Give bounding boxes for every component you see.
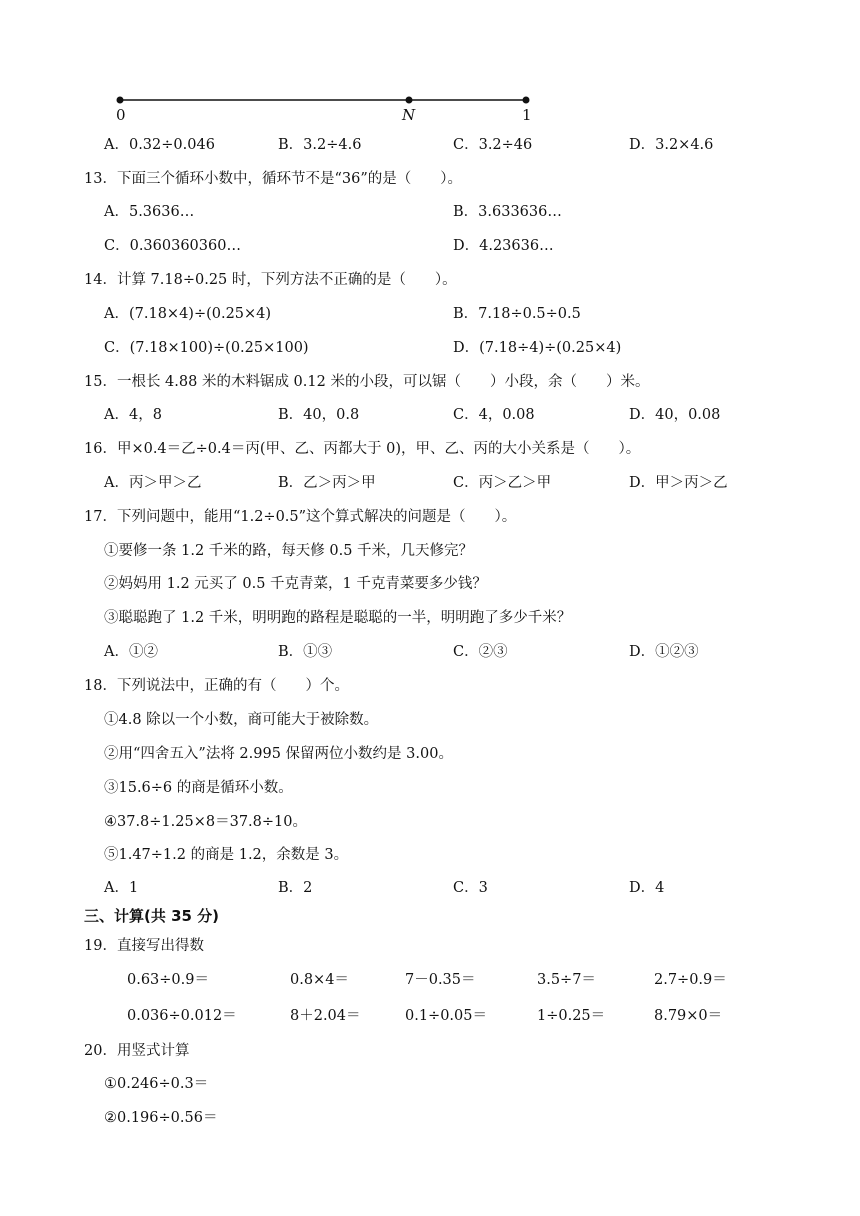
q18-item-1: ①4.8 除以一个小数，商可能大于被除数。	[104, 712, 379, 728]
q19-calc: 8＋2.04＝	[290, 1008, 361, 1024]
q12-option-a[interactable]: A．0.32÷0.046	[104, 137, 215, 153]
q17-option-a[interactable]: A．①②	[104, 644, 158, 660]
q19-calc: 0.63÷0.9＝	[127, 972, 209, 988]
q13-option-c[interactable]: C．0.360360360…	[104, 238, 241, 254]
q14-option-d[interactable]: D．(7.18÷4)÷(0.25×4)	[453, 340, 622, 356]
q18-option-a[interactable]: A．1	[104, 880, 139, 896]
q18-option-b[interactable]: B．2	[278, 880, 313, 896]
q19-calc: 1÷0.25＝	[537, 1008, 606, 1024]
q18-option-c[interactable]: C．3	[453, 880, 488, 896]
point-n	[406, 97, 413, 104]
q20-item-2: ②0.196÷0.56＝	[104, 1110, 218, 1126]
q19-calc: 2.7÷0.9＝	[654, 972, 727, 988]
q19-calc: 0.8×4＝	[290, 972, 349, 988]
q12-option-d[interactable]: D．3.2×4.6	[629, 137, 714, 153]
q19-calc: 8.79×0＝	[654, 1008, 723, 1024]
q19-calc: 7－0.35＝	[405, 972, 476, 988]
q13-option-a[interactable]: A．5.3636…	[104, 204, 195, 220]
q16-option-c[interactable]: C．丙＞乙＞甲	[453, 475, 552, 491]
q17-stem: 17．下列问题中，能用“1.2÷0.5”这个算式解决的问题是（ ）。	[84, 509, 517, 525]
q14-option-c[interactable]: C．(7.18×100)÷(0.25×100)	[104, 340, 309, 356]
q17-item-2: ②妈妈用 1.2 元买了 0.5 千克青菜，1 千克青菜要多少钱？	[104, 576, 487, 592]
q15-stem: 15．一根长 4.88 米的木料锯成 0.12 米的小段，可以锯（ ）小段，余（ ）米。	[84, 374, 650, 390]
q13-option-b[interactable]: B．3.633636…	[453, 204, 562, 220]
label-one: 1	[522, 106, 532, 124]
q18-item-2: ②用“四舍五入”法将 2.995 保留两位小数约是 3.00。	[104, 746, 453, 762]
q15-option-c[interactable]: C．4，0.08	[453, 407, 535, 423]
q15-option-b[interactable]: B．40，0.8	[278, 407, 360, 423]
q20-stem: 20．用竖式计算	[84, 1043, 190, 1059]
q19-calc: 3.5÷7＝	[537, 972, 596, 988]
number-line-graphic	[0, 0, 860, 130]
section-3-heading: 三、计算(共 35 分)	[84, 907, 220, 925]
label-zero: 0	[116, 106, 126, 124]
q18-option-d[interactable]: D．4	[629, 880, 665, 896]
q14-option-a[interactable]: A．(7.18×4)÷(0.25×4)	[104, 306, 272, 322]
q14-stem: 14．计算 7.18÷0.25 时，下列方法不正确的是（ ）。	[84, 272, 457, 288]
q16-stem: 16．甲×0.4＝乙÷0.4＝丙(甲、乙、丙都大于 0)，甲、乙、丙的大小关系是（ ）。	[84, 441, 641, 457]
q17-item-1: ①要修一条 1.2 千米的路，每天修 0.5 千米，几天修完？	[104, 543, 474, 559]
q15-option-a[interactable]: A．4，8	[104, 407, 162, 423]
q17-item-3: ③聪聪跑了 1.2 千米，明明跑的路程是聪聪的一半，明明跑了多少千米？	[104, 610, 572, 626]
q19-stem: 19．直接写出得数	[84, 938, 204, 954]
point-one	[523, 97, 530, 104]
q16-option-d[interactable]: D．甲＞丙＞乙	[629, 475, 728, 491]
q14-option-b[interactable]: B．7.18÷0.5÷0.5	[453, 306, 581, 322]
q19-calc: 0.1÷0.05＝	[405, 1008, 487, 1024]
q16-option-a[interactable]: A．丙＞甲＞乙	[104, 475, 202, 491]
q17-option-b[interactable]: B．①③	[278, 644, 333, 660]
q13-stem: 13．下面三个循环小数中，循环节不是“36”的是（ ）。	[84, 171, 462, 187]
q17-option-c[interactable]: C．②③	[453, 644, 508, 660]
q20-item-1: ①0.246÷0.3＝	[104, 1076, 209, 1092]
point-zero	[117, 97, 124, 104]
q12-option-c[interactable]: C．3.2÷46	[453, 137, 533, 153]
q16-option-b[interactable]: B．乙＞丙＞甲	[278, 475, 376, 491]
q15-option-d[interactable]: D．40，0.08	[629, 407, 721, 423]
q17-option-d[interactable]: D．①②③	[629, 644, 699, 660]
q19-calc: 0.036÷0.012＝	[127, 1008, 237, 1024]
q18-item-5: ⑤1.47÷1.2 的商是 1.2，余数是 3。	[104, 847, 349, 863]
q18-item-3: ③15.6÷6 的商是循环小数。	[104, 780, 293, 796]
q12-option-b[interactable]: B．3.2÷4.6	[278, 137, 362, 153]
q18-item-4: ④37.8÷1.25×8＝37.8÷10。	[104, 814, 307, 830]
q13-option-d[interactable]: D．4.23636…	[453, 238, 554, 254]
label-n: N	[402, 106, 416, 124]
q18-stem: 18．下列说法中，正确的有（ ）个。	[84, 678, 349, 694]
